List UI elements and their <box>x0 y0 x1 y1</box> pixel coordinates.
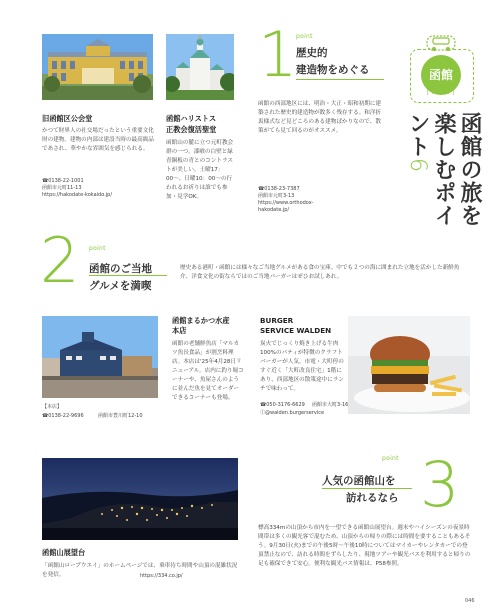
area-label-text: AREA <box>432 90 450 96</box>
photo-kokaido <box>42 34 153 100</box>
photo-night-view <box>42 458 238 540</box>
spot-marukatsu-desc: 函館の老舗鮮魚店「マルカツ魚長食品」が割烹料理店。本店は'25年4月28日リニューアル。店内に釣り堀コーナーや、魚屋さんのように並んだ魚を見てオーダーできるコーナーも登場。 <box>172 341 244 401</box>
spot-marukatsu-name-line1: 函館まるかつ水産 <box>172 316 230 325</box>
point-1-underline <box>296 79 384 80</box>
photo-orthodox-church <box>166 34 234 100</box>
point-2-number: 2 <box>40 224 80 297</box>
spot-kokaido-tel: ☎0138-22-1001 <box>42 178 84 184</box>
spot-marukatsu-name-line2: 本店 <box>172 326 187 335</box>
point-3-number: 3 <box>420 448 460 521</box>
headline <box>404 112 482 242</box>
area-name: 函館 <box>421 55 461 95</box>
spot-kokaido-desc: かつて財界人の社交場だったという重要文化財の建物。建物の内部は建設当時の最高級品であされ、華やかな雰囲気を感じられる。 <box>42 128 154 152</box>
spot-walden-desc: 炭火でじっくり焼き上げる牛肉100%のパティが特徴のクラフトバーガーが人気。市電・大町停のすぐ近く「大町改良住宅」1階にあり、西部地区の散策途中にランチで味わって。 <box>260 341 344 392</box>
spot-marukatsu-addr: 函館市豊川町12-10 <box>98 413 143 419</box>
point-1-title-line1: 歴史的 <box>296 47 328 59</box>
spot-yama-url[interactable]: https://334.co.jp/ <box>140 573 183 579</box>
point-3-underline <box>322 488 412 489</box>
spot-kokaido-url[interactable]: https://hakodate-kokaido.jp/ <box>42 192 113 198</box>
spot-orthodox-name-line1: 函館ハリストス <box>166 114 217 123</box>
headline-number: 6 <box>405 158 430 173</box>
spot-kokaido-name: 旧函館区公会堂 <box>42 114 93 123</box>
point-3-title-line2: 訪れるなら <box>346 492 399 504</box>
point-2-underline <box>89 275 167 276</box>
spot-orthodox-addr: 函館市元町3-13 <box>258 193 295 199</box>
point-2-tag: point <box>89 245 106 252</box>
spot-walden-tel: ☎050-3176-6629 <box>260 402 305 408</box>
spot-orthodox-url[interactable]: https://www.orthodox-hakodate.jp/ <box>258 200 314 213</box>
spot-yama-name: 函館山展望台 <box>42 548 86 557</box>
spot-walden-url[interactable]: Ⓘ@walden.burgerservice <box>260 410 325 416</box>
spot-walden-name-line2: SERVICE WALDEN <box>260 326 332 335</box>
area-label: [ AREA ] <box>426 90 456 96</box>
spot-kokaido-addr: 函館市元町11-13 <box>42 185 82 191</box>
point-1-tag: point <box>296 33 313 40</box>
point-2-body: 歴史ある港町・函館には様々なご当地グルメがある食の宝庫。中でも２つの海に囲まれた立地を活かした新鮮魚介、洋食文化の街ならではのご当地バーガーはぜひお試しあれ。 <box>180 265 460 280</box>
spot-walden-name-line1: BURGER <box>260 316 294 325</box>
spot-orthodox-tel: ☎0138-23-7387 <box>258 186 300 192</box>
spot-orthodox-desc: 函館山の麓に立つ元町教会群の一つ。漆喰の白壁と緑青銅板の青とのコントラストが美しい。土曜17：00〜、日曜10：00〜の行われるお祈りは誰でも参加・見学OK。 <box>166 140 234 200</box>
photo-marukatsu <box>42 316 158 398</box>
spot-walden-addr: 函館市大町3-16 <box>312 402 349 408</box>
car-icon <box>425 34 457 52</box>
spot-marukatsu-tel: ☎0138-22-9696 <box>42 413 84 419</box>
spot-orthodox-name-line2: 正教会復活聖堂 <box>166 125 217 134</box>
page-number: 046 <box>465 598 475 604</box>
point-3-tag: point <box>382 455 399 462</box>
spot-yama-desc: 「函館山ロープウエイ」のホームページでは、乗車待ち時間や山頂の混雑状況を発信。 <box>42 563 238 578</box>
point-2-title-line2: グルメを満喫 <box>89 280 152 292</box>
point-2-title-line1: 函館のご当地 <box>89 263 152 275</box>
point-1-body: 函館の西部地区には、明治・大正・昭和初期に建築された歴史的建造物が数多く残存する。和洋折衷様式など見どころのある建物ばかりなので、散策がてら見て回るのがオススメ。 <box>258 101 382 134</box>
point-3-body: 標高334mの山頂から市内を一望できる函館山展望台。週末やハイシーズンの夜景時間帯は多くの観光客で混むため、山頂からの帰りの際には時間を要することもあるそう。9月30日(火)までの午後5時〜午後10時についてはマイカーやレンタカーでの登頂禁止なので、訪れる時間をずらしたり、現地ツアーや観光バスを利用すると帰りの足も確保できて安心。便利な観光バス情報は、P58参照。 <box>258 525 471 567</box>
point-3-title-line1: 人気の函館山を <box>322 475 396 487</box>
point-1-number: 1 <box>258 18 298 91</box>
photo-burger <box>348 316 470 414</box>
headline-text: 函館の旅を楽しむポイント <box>405 112 482 227</box>
spot-marukatsu-tag: 【本店】 <box>42 404 63 410</box>
point-1-title-line2: 建造物をめぐる <box>296 64 370 76</box>
